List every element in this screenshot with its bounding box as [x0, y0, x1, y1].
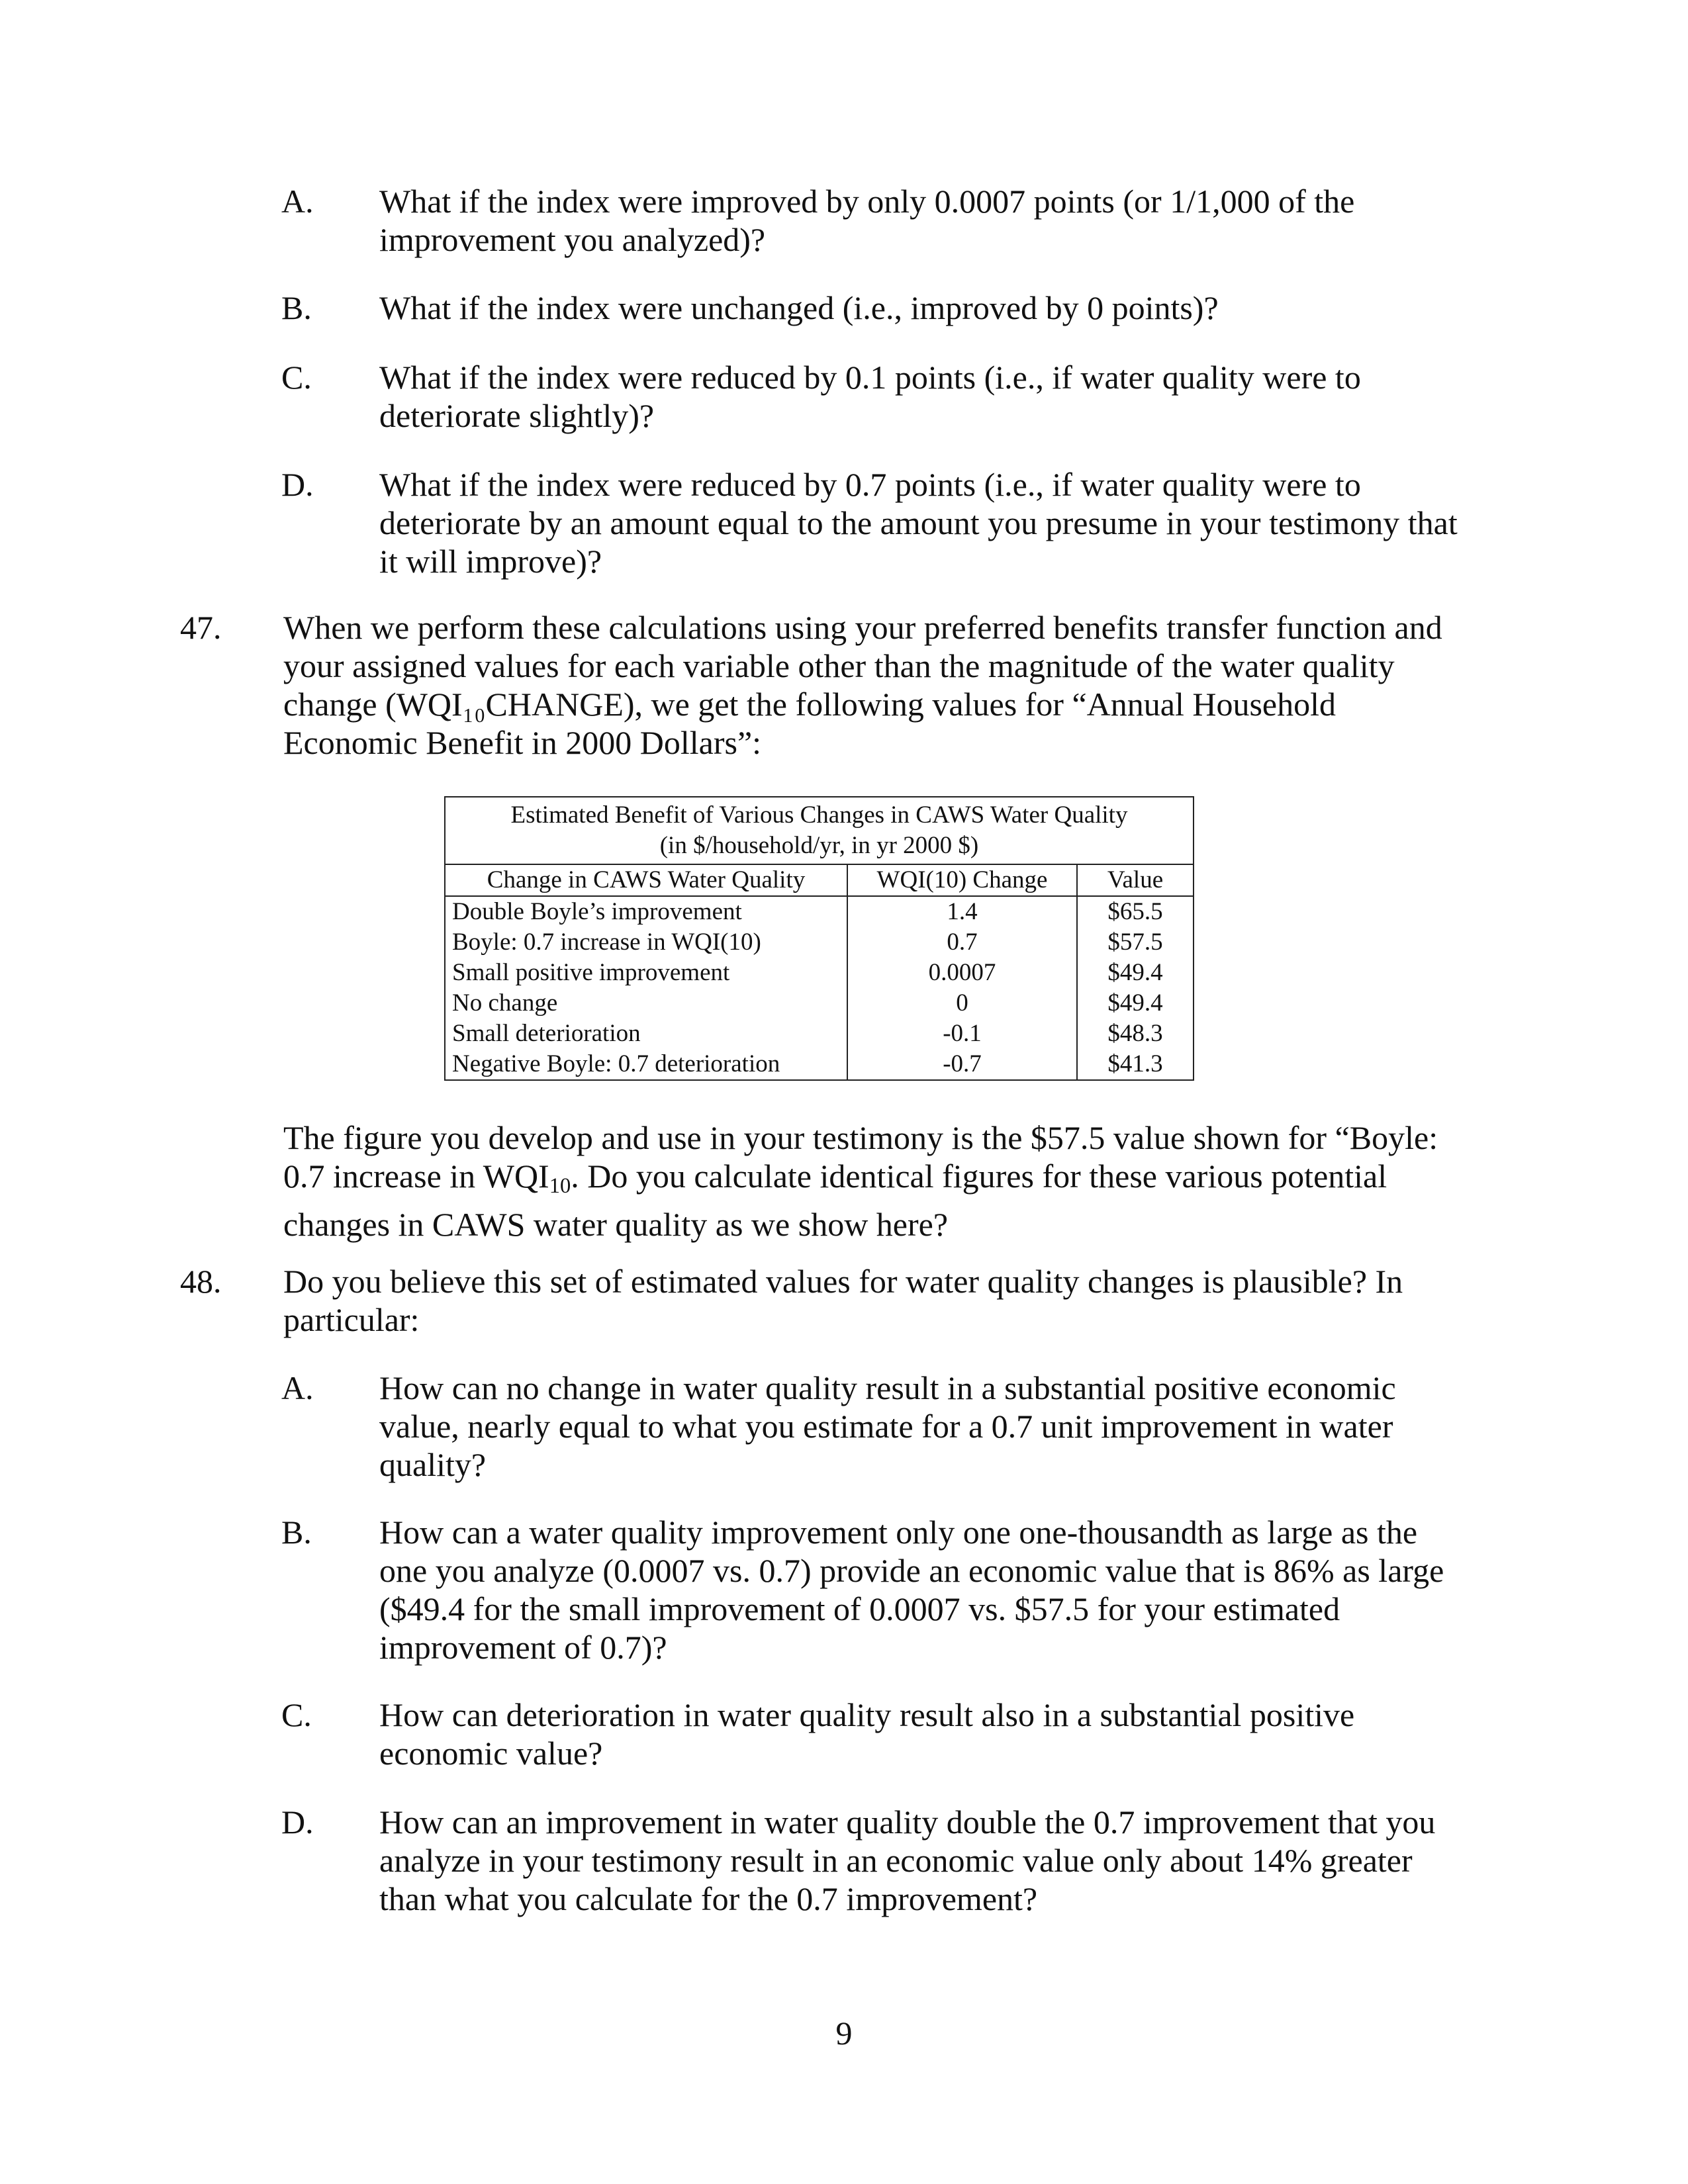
- text-line: How can a water quality improvement only one one-thousandth as large as the: [379, 1514, 1418, 1551]
- table-cell: No change: [445, 988, 847, 1019]
- text-line: one you analyze (0.0007 vs. 0.7) provide an economic value that is 86% as large: [379, 1552, 1444, 1589]
- table-cell: 1.4: [847, 896, 1077, 927]
- table-row: [445, 1049, 1194, 1080]
- caption-line-2: (in $/household/yr, in yr 2000 $): [659, 832, 979, 859]
- column-header-value: Value: [1077, 864, 1194, 896]
- question-47-text: [283, 608, 1468, 762]
- page-number: 9: [835, 2015, 853, 2052]
- q48-letter-a: A.: [281, 1369, 314, 1406]
- text-line: value, nearly equal to what you estimate for a 0.7 unit improvement in water: [379, 1408, 1393, 1445]
- text-line: How can deterioration in water quality result also in a substantial positive: [379, 1696, 1355, 1733]
- table-header-row: [445, 864, 1194, 896]
- text-line: Economic Benefit in 2000 Dollars”:: [283, 724, 762, 761]
- q48-item-d-text: [379, 1803, 1465, 1918]
- text-line: deteriorate slightly)?: [379, 397, 655, 434]
- table-cell: 0.0007: [847, 958, 1077, 988]
- text-line: Do you believe this set of estimated values for water quality changes is plausible? In: [283, 1263, 1403, 1300]
- text-line: analyze in your testimony result in an economic value only about 14% greater: [379, 1842, 1413, 1879]
- text-line: [283, 1157, 1468, 1205]
- text-fragment: . Do you calculate identical figures for these various potential: [571, 1158, 1387, 1195]
- text-line: particular:: [283, 1301, 420, 1338]
- text-line: it will improve)?: [379, 543, 602, 580]
- table-cell: $41.3: [1107, 1050, 1163, 1077]
- table-cell: 0: [847, 988, 1077, 1019]
- text-line: your assigned values for each variable other than the magnitude of the water quality: [283, 647, 1395, 684]
- text-line: What if the index were reduced by 0.1 points (i.e., if water quality were to: [379, 359, 1361, 396]
- text-line: deteriorate by an amount equal to the amount you presume in your testimony that: [379, 504, 1458, 541]
- text-line: quality?: [379, 1446, 487, 1483]
- text-line: How can an improvement in water quality double the 0.7 improvement that you: [379, 1803, 1436, 1841]
- text-line: What if the index were unchanged (i.e., improved by 0 points)?: [379, 289, 1219, 326]
- text-line: How can no change in water quality result in a substantial positive economic: [379, 1369, 1396, 1406]
- item-c-text: [379, 358, 1465, 435]
- benefit-table: [444, 796, 1194, 1081]
- q48-item-a-text: [379, 1369, 1465, 1484]
- text-line: ($49.4 for the small improvement of 0.0007 vs. $57.5 for your estimated: [379, 1590, 1340, 1627]
- q48-item-b-text: [379, 1513, 1465, 1666]
- after-table-paragraph: [283, 1118, 1468, 1244]
- question-number-48: 48.: [180, 1263, 222, 1300]
- table-cell: $57.5: [1107, 929, 1163, 956]
- table-cell: 0.7: [847, 927, 1077, 958]
- text-line: improvement of 0.7)?: [379, 1629, 667, 1666]
- text-line: When we perform these calculations using your preferred benefits transfer function and: [283, 609, 1442, 646]
- table-cell: -0.7: [847, 1049, 1077, 1080]
- item-a-text: [379, 182, 1465, 259]
- item-d-text: [379, 465, 1465, 580]
- table-cell: $49.4: [1107, 989, 1163, 1017]
- table-row: [445, 958, 1194, 988]
- table-cell: Double Boyle’s improvement: [445, 896, 847, 927]
- question-number-47: 47.: [180, 609, 222, 646]
- table-cell: Small positive improvement: [445, 958, 847, 988]
- text-line: changes in CAWS water quality as we show here?: [283, 1206, 949, 1244]
- item-letter-c: C.: [281, 359, 312, 396]
- question-48-text: [283, 1262, 1468, 1339]
- q48-letter-b: B.: [281, 1514, 312, 1551]
- table-cell: -0.1: [847, 1019, 1077, 1049]
- item-letter-a: A.: [281, 183, 314, 220]
- column-header-wqi: WQI(10) Change: [847, 864, 1077, 896]
- table-cell: $65.5: [1107, 898, 1163, 925]
- text-line: economic value?: [379, 1735, 603, 1772]
- table-cell: Boyle: 0.7 increase in WQI(10): [445, 927, 847, 958]
- table-cell: $48.3: [1107, 1020, 1163, 1047]
- text-line: What if the index were improved by only 0.0007 points (or 1/1,000 of the: [379, 183, 1355, 220]
- text-line: change (WQI₁₀CHANGE), we get the following values for “Annual Household: [283, 686, 1336, 723]
- table-cell: Small deterioration: [445, 1019, 847, 1049]
- text-line: than what you calculate for the 0.7 improvement?: [379, 1880, 1038, 1917]
- column-header-change: Change in CAWS Water Quality: [445, 864, 847, 896]
- table-row: [445, 927, 1194, 958]
- text-line: What if the index were reduced by 0.7 points (i.e., if water quality were to: [379, 466, 1361, 503]
- caption-line-1: Estimated Benefit of Various Changes in CAWS Water Quality: [510, 801, 1128, 829]
- table-row: [445, 896, 1194, 927]
- table-cell: $49.4: [1107, 959, 1163, 986]
- table-row: [445, 988, 1194, 1019]
- text-line: The figure you develop and use in your testimony is the $57.5 value shown for “Boyle:: [283, 1119, 1438, 1156]
- table-cell: Negative Boyle: 0.7 deterioration: [445, 1049, 847, 1080]
- text-fragment: 0.7 increase in WQI: [283, 1158, 549, 1195]
- subscript: 10: [549, 1174, 571, 1199]
- item-letter-d: D.: [281, 466, 314, 503]
- q48-item-c-text: [379, 1696, 1465, 1772]
- table-caption: [445, 797, 1194, 864]
- q48-letter-d: D.: [281, 1803, 314, 1841]
- text-line: improvement you analyzed)?: [379, 221, 766, 258]
- item-letter-b: B.: [281, 289, 312, 326]
- item-b-text: [379, 289, 1465, 327]
- q48-letter-c: C.: [281, 1696, 312, 1733]
- table-row: [445, 1019, 1194, 1049]
